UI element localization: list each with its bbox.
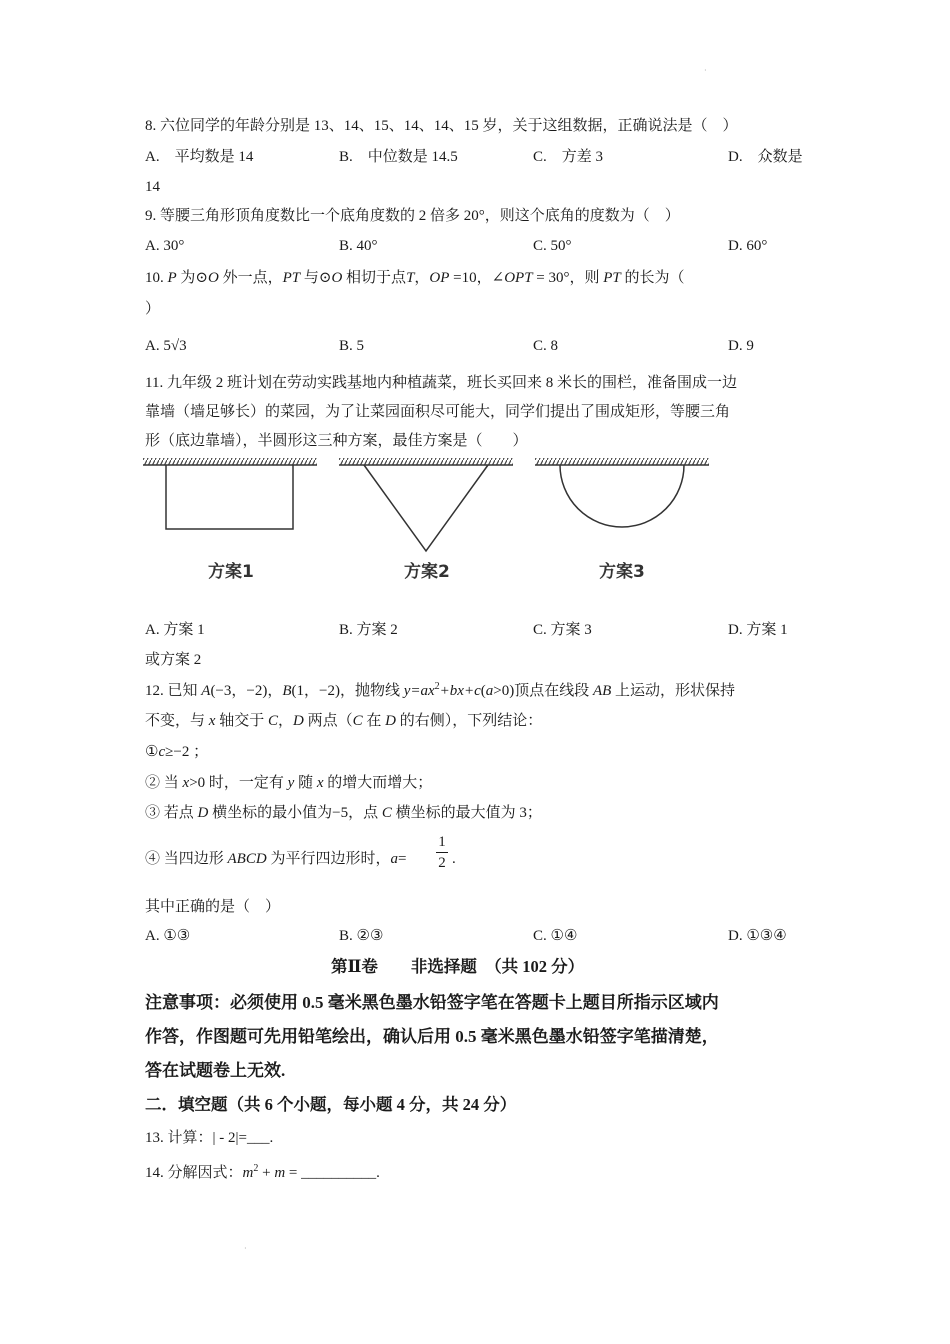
quad-abcd: ABCD xyxy=(227,851,267,867)
q10-stem-continued: ） xyxy=(145,301,161,317)
var-o: O xyxy=(331,270,343,286)
q10-number: 10. xyxy=(145,270,164,286)
section-title: 第Ⅱ卷 非选择题 （共 102 分） xyxy=(331,957,585,976)
q12-statement-3 xyxy=(145,803,542,823)
var-a: a xyxy=(390,851,398,867)
segment-ab: AB xyxy=(592,683,612,699)
var-o: O xyxy=(208,270,219,286)
q11-stem-line2: 靠墙（墙足够长）的菜园，为了让菜园面积尽可能大，同学们提出了围成矩形，等腰三角 xyxy=(145,404,731,420)
q12-stem-line2 xyxy=(145,711,542,731)
point-c: C xyxy=(352,713,363,729)
parabola-eq: +bx+c xyxy=(439,683,481,699)
q10-text: 外一点， xyxy=(218,270,283,286)
q12-text: (−3，−2)， xyxy=(210,683,283,699)
q12-text: ③ 若点 xyxy=(145,805,198,821)
var-t: T xyxy=(406,270,415,286)
var-x: x xyxy=(316,775,324,791)
var-m: m xyxy=(242,1165,254,1181)
wall-hatch xyxy=(535,458,709,465)
point-d: D xyxy=(385,713,396,729)
var-op: OP xyxy=(429,270,450,286)
wall-hatch xyxy=(143,458,317,465)
q8-option-c: C. 方差 3 xyxy=(533,149,604,165)
semicircle-fence xyxy=(560,465,684,527)
q12-text: 的增大而增大； xyxy=(323,775,433,791)
circled-number: ① xyxy=(145,744,159,760)
q9-option-d: D. 60° xyxy=(728,238,768,254)
q12-stem-line1 xyxy=(145,681,735,701)
point-c: C xyxy=(267,713,278,729)
q12-text: (1，−2)，抛物线 xyxy=(291,683,404,699)
q12-text: ( xyxy=(480,683,486,699)
q14-text: 14. 分解因式： xyxy=(145,1165,243,1181)
q9-stem: 9. 等腰三角形顶角度数比一个底角度数的 2 倍多 20°，则这个底角的度数为（ ） xyxy=(145,208,680,224)
q11-stem-line3: 形（底边靠墙），半圆形这三种方案，最佳方案是（ ） xyxy=(145,433,528,449)
q10-option-d: D. 9 xyxy=(728,338,754,354)
q12-question: 其中正确的是（ ） xyxy=(145,899,281,915)
q9-option-a: A. 30° xyxy=(145,238,185,254)
parabola-eq: y=ax xyxy=(403,683,435,699)
var-pt: PT xyxy=(282,270,301,286)
q12-text: >0)顶点在线段 xyxy=(493,683,593,699)
q12-text: ， xyxy=(277,713,293,729)
q12-text: 12. 已知 xyxy=(145,683,202,699)
scan-dot: · xyxy=(244,1244,247,1253)
var-y: y xyxy=(287,775,295,791)
q12-text: 横坐标的最大值为 3； xyxy=(391,805,542,821)
notice-line2: 作答，作图题可先用铅笔绘出，确认后用 0.5 毫米黑色墨水铅签字笔描清楚， xyxy=(145,1027,719,1046)
q8-option-b: B. 中位数是 14.5 xyxy=(339,149,458,165)
q10-text: 相切于点 xyxy=(342,270,407,286)
fence-plans-figure xyxy=(143,452,713,554)
var-m: m xyxy=(274,1165,286,1181)
var-p: P xyxy=(167,270,177,286)
q11-option-d: D. 方案 1 xyxy=(728,622,788,638)
scan-dot: · xyxy=(704,66,707,75)
point-c: C xyxy=(381,805,392,821)
q10-text: ， xyxy=(414,270,430,286)
q12-text: ④ 当四边形 xyxy=(145,851,228,867)
q12-text: 轴交于 xyxy=(215,713,268,729)
q12-text: 随 xyxy=(294,775,317,791)
q11-option-b: B. 方案 2 xyxy=(339,622,398,638)
q12-text: 横坐标的最小值为−5，点 xyxy=(208,805,382,821)
q10-text: 与⊙ xyxy=(300,270,332,286)
q11-stem-line1: 11. 九年级 2 班计划在劳动实践基地内种植蔬菜，班长买回来 8 米长的围栏，准备围成一边 xyxy=(145,375,737,391)
q9-option-c: C. 50° xyxy=(533,238,572,254)
var-pt: PT xyxy=(603,270,621,286)
q14 xyxy=(145,1163,380,1183)
point-d: D xyxy=(197,805,209,821)
fraction-denominator: 2 xyxy=(438,855,446,871)
q12-option-a: A. ①③ xyxy=(145,928,191,944)
q12-text: 上运动，形状保持 xyxy=(611,683,736,699)
q10-option-c: C. 8 xyxy=(533,338,559,354)
var-c: c xyxy=(158,744,166,760)
q12-text: >0 时，一定有 xyxy=(189,775,288,791)
wall-hatch xyxy=(339,458,513,465)
q8-option-a: A. 平均数是 14 xyxy=(145,149,254,165)
q12-option-c: C. ①④ xyxy=(533,928,578,944)
point-a: A xyxy=(201,683,211,699)
q12-text: = xyxy=(397,851,407,867)
plan2-label: 方案2 xyxy=(404,562,450,582)
q12-text: ② 当 xyxy=(145,775,183,791)
q12-statement-4 xyxy=(145,849,406,869)
plan1-label: 方案1 xyxy=(208,562,254,582)
rectangle-fence xyxy=(166,465,293,529)
plan3-label: 方案3 xyxy=(599,562,645,582)
q8-option-d: D. 众数是 xyxy=(728,149,803,165)
q10-text: 的长为（ xyxy=(620,270,685,286)
q9-option-b: B. 40° xyxy=(339,238,378,254)
var-x: x xyxy=(208,713,216,729)
q11-option-a: A. 方案 1 xyxy=(145,622,205,638)
var-x: x xyxy=(182,775,190,791)
notice-line3: 答在试题卷上无效. xyxy=(145,1061,286,1080)
q12-text: 为平行四边形时， xyxy=(266,851,391,867)
exponent: 2 xyxy=(434,681,440,692)
q12-text: 的右侧），下列结论： xyxy=(395,713,543,729)
fraction-numerator: 1 xyxy=(438,834,446,850)
q12-option-d: D. ①③④ xyxy=(728,928,787,944)
q12-statement-2 xyxy=(145,773,432,793)
point-b: B xyxy=(282,683,292,699)
q10-text: 为⊙ xyxy=(176,270,208,286)
q10-stem xyxy=(145,268,685,288)
q11-option-d-continued: 或方案 2 xyxy=(145,652,202,668)
point-d: D xyxy=(292,713,304,729)
q10-option-a: A. 5√3 xyxy=(145,338,187,354)
q13: 13. 计算：| - 2|=___. xyxy=(145,1130,274,1146)
q11-option-c: C. 方案 3 xyxy=(533,622,592,638)
exponent: 2 xyxy=(253,1163,259,1174)
statement-4-period: . xyxy=(452,851,456,867)
q8-option-d-continued: 14 xyxy=(145,179,160,195)
q12-statement-1 xyxy=(145,742,208,762)
q10-text: = 30°，则 xyxy=(532,270,600,286)
angle-opt: ∠OPT xyxy=(491,270,533,286)
triangle-fence xyxy=(364,465,488,551)
q12-text: 不变，与 xyxy=(145,713,209,729)
var-a: a xyxy=(485,683,494,699)
q12-option-b: B. ②③ xyxy=(339,928,384,944)
part-two-heading: 二．填空题（共 6 个小题，每小题 4 分，共 24 分） xyxy=(145,1095,517,1114)
q14-text: + xyxy=(258,1165,275,1181)
q10-option-b: B. 5 xyxy=(339,338,365,354)
q14-blank: = __________. xyxy=(285,1165,380,1181)
fraction-one-half xyxy=(435,833,449,873)
q12-text: ≥−2 ； xyxy=(165,744,209,760)
q12-text: 在 xyxy=(362,713,386,729)
q8-stem: 8. 六位同学的年龄分别是 13、14、15、14、14、15 岁，关于这组数据，正确说法是（ ） xyxy=(145,118,738,134)
q10-text: =10， xyxy=(449,270,492,286)
notice-line1: 注意事项：必须使用 0.5 毫米黑色墨水铅签字笔在答题卡上题目所指示区域内 xyxy=(145,993,719,1012)
q12-text: 两点（ xyxy=(303,713,353,729)
